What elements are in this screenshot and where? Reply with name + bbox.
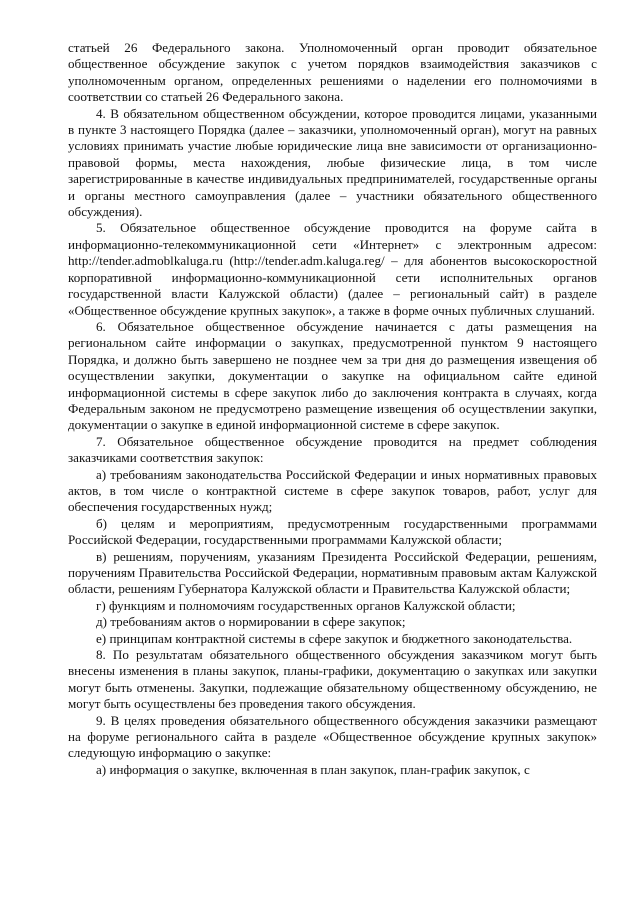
paragraph-9: 9. В целях проведения обязательного общественного обсуждения заказчики размещают на форуме регионального сайта в разделе «Общественное обсуждение крупных закупок» следующую информацию о закупке: [68,712,597,761]
paragraph-4: 4. В обязательном общественном обсуждении, которое проводится лицами, указанными в пункте 3 настоящего Порядка (далее – заказчики, уполномоченный орган), могут на равных условиях принимать участие любые юридические лица вне зависимости от организационно-правовой формы, места нахождения, любые физические лица, в том числе зарегистрированные в качестве индивидуальных предпринимателей, государственные органы и органы местного самоуправления (далее – участники обязательного общественного обсуждения). [68,105,597,220]
paragraph-7-item-f: е) принципам контрактной системы в сфере закупок и бюджетного законодательства. [96,630,573,646]
paragraph-7: 7. Обязательное общественное обсуждение проводится на предмет соблюдения заказчиками соответствия закупок: [68,433,597,466]
paragraph-9-item-a: а) информация о закупке, включенная в план закупок, план-график закупок, с [96,761,530,777]
paragraph-6: 6. Обязательное общественное обсуждение начинается с даты размещения на региональном сайте информации о закупках, предусмотренной пунктом 9 настоящего Порядка, и должно быть завершено не позднее чем за три дня до размещения извещения об осуществлении закупки, документации о закупке на официальном сайте единой информационной системы в сфере закупок либо до заключения контракта в случаях, когда Федеральным законом не предусмотрено размещение извещения об осуществлении закупки, документации о закупке в единой информационной системе в сфере закупок. [68,318,597,433]
paragraph-7-item-d: г) функциям и полномочиям государственных органов Калужской области; [96,597,516,613]
paragraph-7-item-b: б) целям и мероприятиям, предусмотренным государственными программами Российской Федерации, государственными программами Калужской области; [68,515,597,548]
paragraph-continuation: статьей 26 Федерального закона. Уполномоченный орган проводит обязательное общественное обсуждение закупок с учетом порядков взаимодействия заказчиков с уполномоченным органом, определенных решениями о наделении его полномочиями в соответствии со статьей 26 Федерального закона. [68,40,597,105]
document-page [68,40,597,778]
paragraph-7-item-c: в) решениям, поручениям, указаниям Президента Российской Федерации, решениям, поручениям Правительства Российской Федерации, нормативным правовым актам Калужской области, решениям Губернатора Калужской области и Правительства Калужской области; [68,548,597,597]
paragraph-8: 8. По результатам обязательного общественного обсуждения заказчиком могут быть внесены изменения в планы закупок, планы-графики, документацию о закупках или закупки могут быть отменены. Закупки, подлежащие обязательному общественному обсуждению, не могут быть осуществлены без проведения такого обсуждения. [68,647,597,712]
paragraph-7-item-e: д) требованиям актов о нормировании в сфере закупок; [96,614,406,630]
paragraph-5: 5. Обязательное общественное обсуждение проводится на форуме сайта в информационно-телекоммуникационной сети «Интернет» с электронным адресом: http://tender.admoblkaluga.ru (http://tender.adm.kaluga.reg/ – для абонентов высокоскоростной корпоративной информационно-коммуникационной сети исполнительных органов государственной власти Калужской области) (далее – региональный сайт) в разделе «Общественное обсуждение крупных закупок», а также в форме очных публичных слушаний. [68,220,597,318]
paragraph-7-item-a: а) требованиям законодательства Российской Федерации и иных нормативных правовых актов, в том числе о контрактной системе в сфере закупок товаров, работ, услуг для обеспечения государственных нужд; [68,466,597,515]
